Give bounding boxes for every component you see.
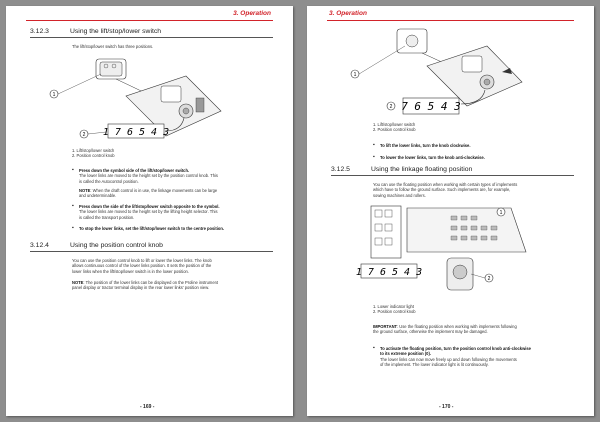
legend-item-2: 2. Position control knob: [373, 127, 416, 132]
section-title: Using the linkage floating position: [371, 166, 473, 173]
note-text: : The position of the lower links can be displayed on the Proline instrument: [83, 280, 219, 285]
bullet-lift: [373, 143, 572, 148]
section-number: 3.12.5: [331, 166, 350, 173]
console-lever: [196, 98, 204, 112]
section-heading-3-12-3: [30, 28, 273, 38]
legend-item-1: 1. Lift/stop/lower switch: [373, 122, 416, 127]
callout-1-label: 1: [353, 72, 357, 78]
page-header: 3. Operation: [329, 10, 367, 17]
bullet-line: is called the Autocontrol position.: [79, 178, 139, 184]
note-label: NOTE: [72, 280, 84, 285]
bullet-heading: ▪ Press down the symbol side of the lift/stop/lower switch.: [79, 168, 190, 173]
legend-item-2: 2. Position control knob: [72, 153, 115, 158]
page-number: - 169 -: [140, 404, 155, 410]
bullet-heading: ▪ To stop the lower links, set the lift/stop/lower switch to the centre position.: [79, 226, 225, 231]
section-number: 3.12.3: [30, 28, 49, 35]
bullet-heading: ▪ To lower the lower links, turn the knob anti-clockwise.: [380, 155, 485, 160]
paragraph-line: You can use the floating position when working with certain types of implements: [373, 182, 518, 187]
bullet-stop: [72, 226, 271, 231]
bullet-heading: ▪ To activate the floating position, turn the position control knob anti-clockwise: [380, 346, 531, 351]
important-text: the ground surface, otherwise the implement may be damaged.: [373, 329, 488, 335]
section-number: 3.12.4: [30, 242, 49, 249]
note-text: and undeterminable.: [79, 193, 117, 199]
paragraph-line: sowing machines and rollers.: [373, 192, 426, 198]
callout-1-label: 1: [52, 92, 56, 98]
section-title: Using the position control knob: [70, 242, 163, 249]
note-text: : When the draft control is in use, the linkage movements can be large: [90, 188, 218, 193]
bullet-lower: [373, 155, 572, 160]
bullet-heading: ▪ To lift the lower links, turn the knob clockwise.: [380, 143, 471, 148]
callout-2-label: 2: [487, 276, 491, 282]
paragraph-line: You can use the position control knob to lift or lower the lower links. The knob: [72, 258, 212, 263]
bullet-line: The lower links are moved to the height set by the position control knob. This: [79, 173, 218, 179]
position-control-knob: [453, 265, 467, 279]
section-heading-3-12-4: [30, 242, 273, 252]
intro-text: The lift/stop/lower switch has three positions.: [72, 44, 154, 49]
bullet-activate-floating: [373, 346, 572, 367]
callout-2-label: 2: [82, 132, 86, 138]
paragraph-line: which have to follow the ground surface. Such implements are, for example,: [373, 187, 511, 193]
bullet-heading: ▪ Press down the side of the lift/stop/lower switch opposite to the symbol.: [79, 204, 220, 209]
switch-closeup: [100, 62, 122, 76]
console-display: [462, 56, 482, 72]
floating-paragraph: [373, 182, 572, 198]
bullet-autocontrol: [72, 168, 271, 184]
page-header: 3. Operation: [233, 10, 271, 17]
header-rule: [327, 20, 574, 21]
display-digits: 1 7 6 5 4 3: [102, 127, 170, 138]
legend2-item-1: 1. Lower indicator light: [373, 304, 414, 309]
note-text: panel display or tractor terminal display in the rear lower links' position view.: [72, 285, 210, 291]
important-note: [373, 324, 572, 335]
indicator-panel: [371, 206, 401, 258]
section-title: Using the lift/stop/lower switch: [70, 28, 162, 35]
display-digits: 1 7 6 5 4 3: [355, 267, 423, 278]
bullet-heading: to its extreme position (0).: [380, 351, 431, 357]
bullet-line: The lower links are moved to the height set by the lifting height selector. This: [79, 209, 218, 215]
bullet-line: The lower links can now move freely up and down following the movements: [380, 356, 517, 362]
knob-illustration: [347, 24, 527, 116]
important-label: IMPORTANT: [373, 324, 398, 329]
document-page-right: [307, 6, 594, 416]
header-rule: [26, 20, 273, 21]
callout-1-label: 1: [499, 210, 503, 216]
floating-illustration: [355, 202, 531, 296]
callout-2-label: 2: [389, 104, 393, 110]
page-number: - 170 -: [439, 404, 454, 410]
bullet-line: of the implement. The lower indicator light is lit continuously.: [380, 361, 489, 367]
legend2-item-2: 2. Position control knob: [373, 309, 416, 314]
switch-panel-illustration: [46, 56, 226, 146]
note-draft-control: [79, 188, 271, 199]
note-proline-display: [72, 280, 271, 291]
console-body: [427, 46, 522, 106]
note-label: NOTE: [79, 188, 91, 193]
legend-item-1: 1. Lift/stop/lower switch: [72, 148, 115, 153]
section-heading-3-12-5: [331, 166, 574, 176]
console-display: [161, 86, 181, 102]
document-page-left: [6, 6, 293, 416]
display-digits: 7 6 5 4 3: [401, 100, 461, 113]
bullet-transport: [72, 204, 271, 220]
position-knob-paragraph: [72, 258, 271, 274]
important-text: : Use the floating position when working with implements following: [397, 324, 517, 329]
paragraph-line: allows continuous control of the lower links position. It sets the position of the: [72, 263, 212, 269]
bullet-line: is called the transport position.: [79, 214, 135, 220]
paragraph-line: lower links when the lift/stop/lower switch is in the lower position.: [72, 268, 189, 274]
